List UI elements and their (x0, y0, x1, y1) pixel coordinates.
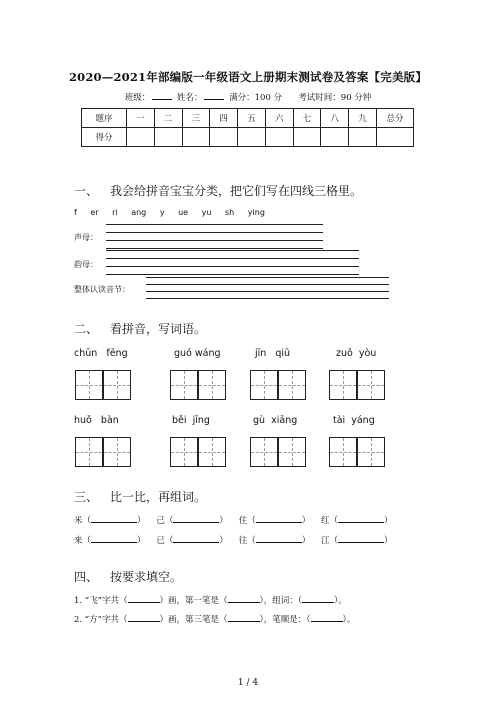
answer-blank[interactable] (128, 594, 160, 603)
score-header-cell: 四 (210, 109, 238, 128)
answer-blank[interactable] (302, 594, 334, 603)
answer-blank[interactable] (311, 613, 343, 622)
word-pinyin: guó wáng (174, 348, 221, 359)
section-2-heading (74, 320, 206, 337)
writing-grid-cell[interactable] (170, 437, 198, 467)
exam-info (0, 91, 496, 103)
score-cell[interactable] (377, 128, 414, 147)
answer-blank[interactable] (128, 613, 160, 622)
question-1: 1. “飞”字共（ ）画，第一笔是（ ），组词：（ ）。 (74, 596, 347, 606)
section-1-heading (74, 182, 362, 199)
score-header-cell: 题序 (82, 109, 127, 128)
pinyin-letter: er (90, 208, 99, 217)
score-header-cell: 六 (265, 109, 293, 128)
writing-grid-cell[interactable] (250, 370, 278, 400)
section-3-title: 比一比，再组词。 (110, 490, 207, 504)
section-4-title: 按要求填空。 (110, 570, 183, 584)
answer-blank[interactable] (338, 514, 384, 523)
pinyin-letter: y (159, 208, 165, 217)
writing-grid-cell[interactable] (198, 370, 226, 400)
pinyin-letter: ri (112, 208, 118, 217)
writing-grid-cell[interactable] (103, 370, 131, 400)
finals-writing-lines[interactable] (106, 250, 359, 274)
score-cell[interactable] (321, 128, 349, 147)
section-1-number: 一、 (74, 184, 99, 198)
score-header-cell: 总分 (377, 109, 414, 128)
score-cell[interactable] (293, 128, 321, 147)
writing-grid-cell[interactable] (357, 437, 385, 467)
score-header-cell: 二 (154, 109, 182, 128)
pinyin-letter: sh (225, 208, 235, 217)
writing-grid-cell[interactable] (75, 370, 103, 400)
answer-blank[interactable] (91, 514, 137, 523)
question-2: 2. “方”字共（ ）画，第三笔是（ ），笔顺是：（ ）。 (74, 615, 356, 625)
pinyin-letter: ang (131, 208, 147, 217)
score-cell[interactable] (154, 128, 182, 147)
name-blank[interactable] (204, 91, 224, 100)
writing-grid-cell[interactable] (278, 370, 306, 400)
writing-grid-cell[interactable] (329, 437, 357, 467)
writing-grid-cell[interactable] (357, 370, 385, 400)
score-table-header-row (82, 109, 414, 128)
pinyin-letter: ue (178, 208, 189, 217)
writing-grid-cell[interactable] (75, 437, 103, 467)
section-3-number: 三、 (74, 490, 99, 504)
writing-grid-cell[interactable] (198, 437, 226, 467)
score-cell[interactable] (265, 128, 293, 147)
writing-grid-cell[interactable] (278, 437, 306, 467)
writing-grid-cell[interactable] (103, 437, 131, 467)
word-pinyin: běi jīng (172, 415, 210, 426)
answer-blank[interactable] (338, 534, 384, 543)
score-header-cell: 五 (238, 109, 266, 128)
word-pinyin: tài yáng (333, 415, 375, 426)
pinyin-letter: ying (247, 208, 265, 217)
section-1-title: 我会给拼音宝宝分类，把它们写在四线三格里。 (110, 184, 363, 198)
pinyin-letters (74, 208, 276, 217)
whole-syllable-label: 整体认读音节： (74, 285, 130, 294)
score-header-cell: 九 (349, 109, 377, 128)
exam-time: 考试时间：90 分钟 (298, 93, 372, 103)
section-4-number: 四、 (74, 570, 99, 584)
initials-label: 声母： (74, 233, 98, 242)
answer-blank[interactable] (173, 534, 219, 543)
compare-row-2: 来（ ） 已（ ） 往（ ） 江（ ） (74, 536, 393, 546)
score-table-score-row (82, 128, 414, 147)
word-pinyin: gù xiāng (253, 415, 298, 426)
answer-blank[interactable] (256, 534, 302, 543)
section-3-heading (74, 488, 206, 505)
whole-syllable-writing-lines[interactable] (146, 277, 389, 298)
class-label: 班级： (124, 93, 151, 103)
pinyin-letter: f (74, 208, 77, 217)
score-cell[interactable] (127, 128, 155, 147)
writing-grid-cell[interactable] (170, 370, 198, 400)
score-row-label: 得分 (82, 128, 127, 147)
page-title: 2020—2021年部编版一年级语文上册期末测试卷及答案【完美版】 (68, 70, 428, 84)
answer-blank[interactable] (91, 534, 137, 543)
score-header-cell: 七 (293, 109, 321, 128)
score-header-cell: 八 (321, 109, 349, 128)
score-cell[interactable] (210, 128, 238, 147)
class-blank[interactable] (152, 91, 172, 100)
score-header-cell: 三 (182, 109, 210, 128)
page-number: 1 / 4 (237, 678, 259, 688)
score-header-cell: 一 (127, 109, 155, 128)
answer-blank[interactable] (173, 514, 219, 523)
answer-blank[interactable] (228, 613, 260, 622)
writing-grid-cell[interactable] (250, 437, 278, 467)
word-pinyin: jīn qiū (255, 348, 291, 359)
full-score: 满分：100 分 (229, 93, 283, 103)
section-2-number: 二、 (74, 322, 99, 336)
name-label: 姓名： (176, 93, 203, 103)
initials-writing-lines[interactable] (106, 224, 323, 248)
word-pinyin: zuǒ yòu (336, 348, 377, 359)
pinyin-letter: yu (201, 208, 212, 217)
writing-grid-cell[interactable] (329, 370, 357, 400)
compare-row-1: 米（ ） 己（ ） 住（ ） 红（ ） (74, 516, 393, 526)
finals-label: 韵母： (74, 260, 98, 269)
answer-blank[interactable] (228, 594, 260, 603)
word-pinyin: chūn fēng (74, 348, 128, 359)
word-pinyin: huǒ bàn (74, 415, 119, 426)
score-cell[interactable] (238, 128, 266, 147)
section-2-title: 看拼音，写词语。 (110, 322, 207, 336)
score-cell[interactable] (182, 128, 210, 147)
answer-blank[interactable] (256, 514, 302, 523)
score-cell[interactable] (349, 128, 377, 147)
score-table (81, 108, 414, 147)
section-4-heading (74, 568, 182, 585)
